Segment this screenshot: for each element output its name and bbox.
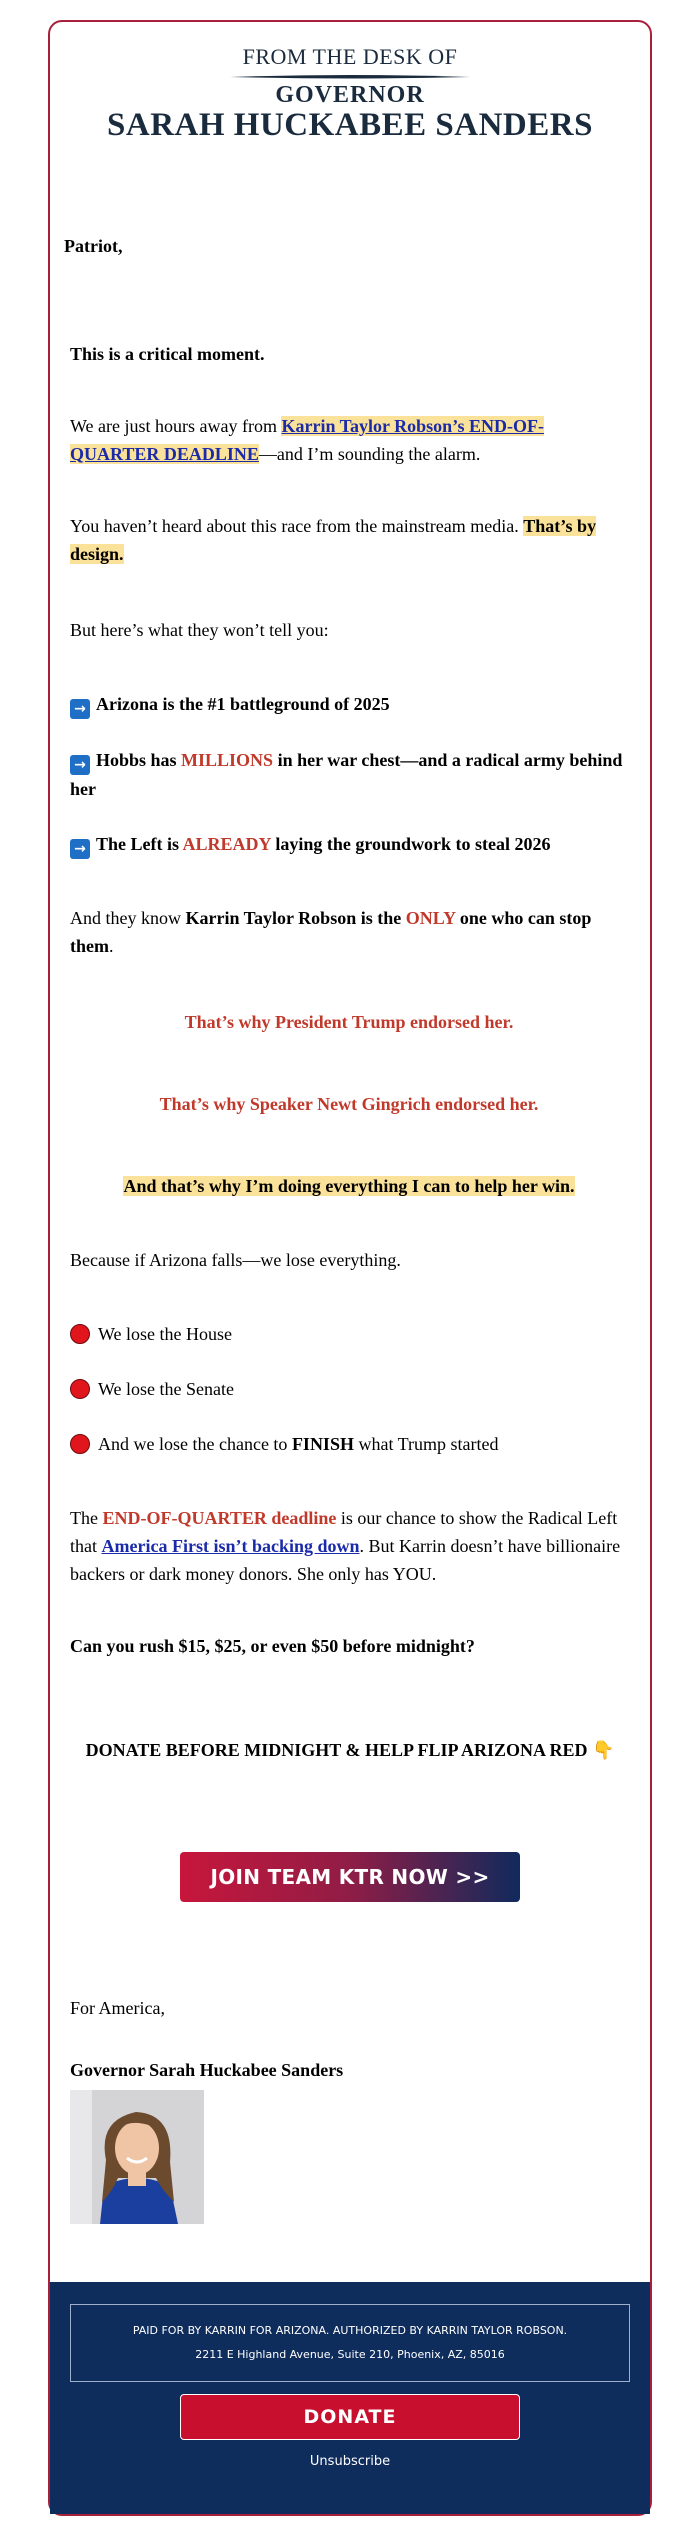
signoff: For America,: [70, 1998, 165, 2018]
dot-bullet-text: what Trump started: [353, 1434, 499, 1454]
trump-endorsement: That’s why President Trump endorsed her.: [184, 1012, 514, 1032]
pointing-down-icon: 👇: [592, 1740, 615, 1761]
masthead-name: SARAH HUCKABEE SANDERS: [107, 107, 593, 143]
only-bold-2: one who can stop them: [70, 908, 592, 956]
eoq-paragraph: [70, 1504, 628, 1588]
dot-bullet-3: [70, 1430, 628, 1458]
arrow-bullet-red: MILLIONS: [181, 750, 274, 770]
right-arrow-icon: →: [70, 755, 90, 775]
governor-photo: [70, 2090, 204, 2224]
donate-button[interactable]: DONATE: [180, 2394, 520, 2440]
media-paragraph: [70, 512, 628, 568]
gingrich-endorsement: That’s why Speaker Newt Gingrich endorsed her.: [159, 1094, 539, 1114]
join-team-button[interactable]: JOIN TEAM KTR NOW >>: [180, 1852, 520, 1902]
masthead: [50, 22, 650, 144]
america-first-link[interactable]: America First isn’t backing down: [101, 1536, 360, 1556]
dot-bullet-text: We lose the Senate: [98, 1379, 235, 1399]
only-paragraph: [70, 904, 628, 960]
address-text: 2211 E Highland Avenue, Suite 210, Phoenix, AZ, 85016: [195, 2348, 505, 2361]
dot-bullet-text: And we lose the chance to: [98, 1434, 292, 1454]
only-bold: Karrin Taylor Robson is the: [185, 908, 406, 928]
donate-heading-text: DONATE BEFORE MIDNIGHT & HELP FLIP ARIZONA RED: [85, 1740, 588, 1760]
deadline-link[interactable]: Karrin Taylor Robson’s END-OF-QUARTER DEADLINE: [70, 416, 545, 464]
masthead-from: FROM THE DESK OF: [242, 44, 458, 69]
red-circle-icon: [70, 1324, 90, 1344]
eoq-text-mid: is our chance to show the Radical Left that: [70, 1508, 618, 1556]
unsubscribe-link[interactable]: Unsubscribe: [309, 2454, 391, 2469]
right-arrow-icon: →: [70, 839, 90, 859]
deadline-paragraph: [70, 412, 628, 468]
arrow-bullet-text: Arizona is the #1 battleground of 2025: [96, 694, 390, 714]
only-text: And they know: [70, 908, 186, 928]
arrow-bullet-text: laying the groundwork to steal 2026: [270, 834, 551, 854]
help-line: [70, 1172, 628, 1200]
footer: [50, 2282, 650, 2514]
media-text: You haven’t heard about this race from the mainstream media.: [70, 516, 524, 536]
arrow-bullet-1: [70, 690, 628, 719]
dot-bullet-1: [70, 1320, 628, 1348]
dot-bullet-2: [70, 1375, 628, 1403]
disclaimer-box: [70, 2304, 630, 2382]
critical-line: This is a critical moment.: [70, 344, 265, 364]
dot-bullet-text: We lose the House: [98, 1324, 233, 1344]
signature: Governor Sarah Huckabee Sanders: [70, 2060, 344, 2080]
only-red: ONLY: [405, 908, 456, 928]
arrow-bullet-text: The Left is: [96, 834, 183, 854]
falls-line: Because if Arizona falls—we lose everything.: [70, 1250, 401, 1270]
arrow-bullet-3: [70, 830, 628, 859]
eoq-text-post: . But Karrin doesn’t have billionaire backers or dark money donors. She only has YOU.: [70, 1536, 621, 1584]
masthead-title: GOVERNOR: [275, 82, 425, 108]
deadline-text-post: —and I’m sounding the alarm.: [258, 444, 481, 464]
media-highlight: That’s by design.: [70, 516, 597, 564]
red-circle-icon: [70, 1379, 90, 1399]
portrait-illustration: [70, 2090, 204, 2224]
donate-heading: [60, 1736, 640, 1765]
deadline-text-pre: We are just hours away from: [70, 416, 282, 436]
paid-for-text: PAID FOR BY KARRIN FOR ARIZONA. AUTHORIZED BY KARRIN TAYLOR ROBSON.: [132, 2324, 568, 2337]
arrow-bullet-red: ALREADY: [182, 834, 271, 854]
arrow-bullet-text: in her war chest—and a radical army behind her: [70, 750, 623, 799]
right-arrow-icon: →: [70, 699, 90, 719]
dot-bullet-bold: FINISH: [291, 1434, 354, 1454]
eoq-text: The: [70, 1508, 103, 1528]
help-highlight: And that’s why I’m doing everything I can to help her win.: [123, 1176, 575, 1196]
only-end: .: [109, 936, 114, 956]
arrow-bullet-2: [70, 746, 628, 803]
tell-line: But here’s what they won’t tell you:: [70, 620, 329, 640]
arrow-bullet-text: Hobbs has: [96, 750, 182, 770]
masthead-swoosh: [230, 74, 470, 80]
ask-line: Can you rush $15, $25, or even $50 before midnight?: [70, 1636, 475, 1656]
red-circle-icon: [70, 1434, 90, 1454]
greeting: Patriot,: [64, 236, 123, 256]
eoq-red: END-OF-QUARTER deadline: [102, 1508, 337, 1528]
